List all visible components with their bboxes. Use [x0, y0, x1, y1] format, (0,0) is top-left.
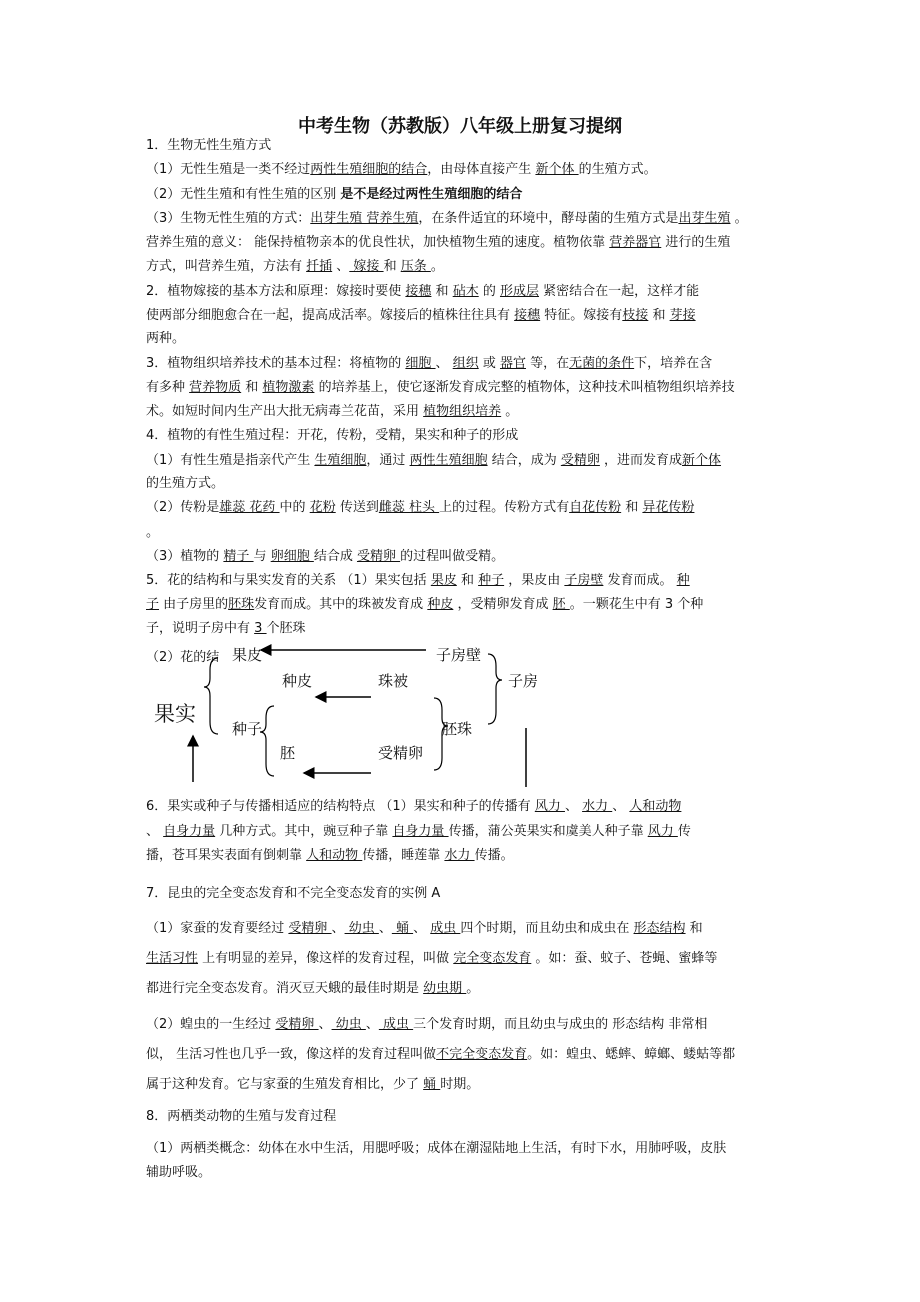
outline-line — [146, 522, 776, 544]
text-run: 。 — [501, 404, 519, 419]
text-run: 8．两栖类动物的生殖与发育过程 — [146, 1109, 337, 1124]
bold-answer: 是不是经过两性生殖细胞的结合 — [340, 187, 523, 202]
fill-in-answer: 自身力量 — [163, 824, 216, 839]
fill-in-answer: 新个体 — [535, 162, 579, 177]
fill-in-answer: 水力 — [582, 799, 613, 814]
label-ovule: 胚珠 — [442, 720, 473, 738]
text-run: ，受精卵发育成 — [453, 597, 553, 612]
text-run: 、 — [146, 824, 164, 839]
text-run: 子，说明子房中有 — [146, 621, 255, 636]
text-run: 营养生殖的意义： 能保持植物亲本的优良性状，加快植物生殖的速度。植物依靠 — [146, 235, 610, 250]
outline-line — [146, 208, 776, 230]
text-run: 四个时期，而且幼虫和成虫在 — [460, 921, 634, 936]
text-run: 等，在 — [525, 356, 570, 371]
fill-in-answer: 出芽生殖 营养生殖 — [310, 211, 419, 226]
text-run: ，由母体直接产生 — [427, 162, 536, 177]
text-run: 属于这种发育。它与家蚕的生殖发育相比，少了 — [146, 1077, 424, 1092]
text-run: 4．植物的有性生殖过程：开花，传粉，受精，果实和种子的形成 — [146, 428, 519, 443]
text-run: （2）蝗虫的一生经过 — [146, 1017, 276, 1032]
text-run: （2）传粉是 — [146, 500, 220, 515]
fill-in-answer: 自身力量 — [392, 824, 449, 839]
text-run: 和 — [456, 573, 479, 588]
fill-in-answer: 幼虫期 — [423, 981, 467, 996]
fill-in-answer: 种皮 — [427, 597, 454, 612]
fill-in-answer: 异花传粉 — [642, 500, 695, 515]
fill-in-answer: 接穗 — [514, 308, 541, 323]
outline-line — [146, 281, 776, 303]
fill-in-answer: 出芽生殖 — [678, 211, 731, 226]
text-run: （1）家蚕的发育要经过 — [146, 921, 289, 936]
text-run: 发育而成。其中的珠被发育成 — [254, 597, 428, 612]
outline-line — [146, 497, 776, 519]
fill-in-answer: 受精卵 — [288, 921, 332, 936]
text-run: 3．植物组织培养技术的基本过程：将植物的 — [146, 356, 406, 371]
label-seed: 种子 — [232, 720, 263, 738]
text-run: 和 — [648, 308, 670, 323]
fill-in-answer: 两性生殖细胞的结合 — [310, 162, 428, 177]
text-run: 6．果实或种子与传播相适应的结构特点 （1）果实和种子的传播有 — [146, 799, 535, 814]
fill-in-answer: 受精卵 — [560, 453, 600, 468]
text-run: 进行的生殖 — [661, 235, 731, 250]
text-run: 使两部分细胞愈合在一起，提高成活率。嫁接后的植株往往具有 — [146, 308, 515, 323]
fill-in-answer: 受精卵 — [356, 549, 401, 564]
fill-in-answer: 蛹 — [391, 921, 414, 936]
fill-in-answer: 风力 — [647, 824, 678, 839]
text-run: 与 — [253, 549, 271, 564]
fill-in-answer: 生活习性 — [146, 951, 199, 966]
outline-line — [146, 948, 776, 970]
outline-line — [146, 1044, 776, 1066]
outline-line — [146, 618, 776, 640]
fill-in-answer: 风力 — [534, 799, 565, 814]
outline-line — [146, 353, 776, 375]
fill-in-answer: 形成层 — [499, 284, 539, 299]
outline-line — [146, 305, 776, 327]
text-run: 。如：蝗虫、蟋蟀、蟑螂、蝼蛄等都 — [527, 1047, 736, 1062]
text-run: 、 — [332, 259, 350, 274]
fill-in-answer: 成虫 — [378, 1017, 414, 1032]
text-run: 。 — [146, 525, 160, 540]
outline-line — [146, 328, 776, 350]
outline-line — [146, 796, 776, 818]
fill-in-answer: 无菌的条件 — [569, 356, 635, 371]
outline-line — [146, 546, 776, 568]
fill-in-answer: 不完全变态发育 — [436, 1047, 528, 1062]
fill-in-answer: 芽接 — [669, 308, 696, 323]
text-run: ，在条件适宜的环境中，酵母菌的生殖方式是 — [418, 211, 679, 226]
fill-in-answer: 种子 — [478, 573, 505, 588]
text-run: 结合，成为 — [487, 453, 561, 468]
fill-in-answer: 接穗 — [405, 284, 432, 299]
text-run: （1）有性生殖是指亲代产生 — [146, 453, 315, 468]
text-run: 下，培养在含 — [634, 356, 713, 371]
fill-in-answer: 嫁接 — [349, 259, 384, 274]
outline-line — [146, 232, 776, 254]
text-run: 。 — [730, 211, 748, 226]
label-fruit: 果实 — [154, 702, 196, 726]
outline-line — [146, 821, 776, 843]
text-run: 7．昆虫的完全变态发育和不完全变态发育的实例 A — [146, 886, 441, 901]
text-run: 传播。 — [474, 848, 514, 863]
fill-in-answer: 雄蕊 花药 — [219, 500, 280, 515]
outline-line — [146, 401, 776, 423]
fill-in-answer: 胚 — [552, 597, 570, 612]
fill-in-answer: 植物激素 — [262, 380, 315, 395]
text-run: 或 — [478, 356, 500, 371]
document-title: 中考生物（苏教版）八年级上册复习提纲 — [298, 116, 622, 137]
text-run: 发育而成。 — [603, 573, 677, 588]
text-run: ，通过 — [366, 453, 410, 468]
label-ovary: 子房 — [508, 672, 539, 690]
fill-in-answer: 生殖细胞 — [314, 453, 367, 468]
text-run: 播，苍耳果实表面有倒刺靠 — [146, 848, 307, 863]
text-run: 、 — [365, 1017, 379, 1032]
fill-in-answer: 形态结构 — [633, 921, 686, 936]
outline-line — [146, 1014, 776, 1036]
fill-in-answer: 扦插 — [306, 259, 333, 274]
text-run: 似， 生活习性也几乎一致，像这样的发育过程叫做 — [146, 1047, 437, 1062]
outline-line — [146, 159, 776, 181]
outline-line — [146, 1106, 776, 1128]
text-run: 。一颗花生中有 3 个种 — [569, 597, 704, 612]
text-run: 两种。 — [146, 331, 186, 346]
text-run: 紧密结合在一起，这样才能 — [538, 284, 700, 299]
fill-in-answer: 精子 — [223, 549, 254, 564]
text-run: 传播，蒲公英果实和虞美人种子靠 — [448, 824, 648, 839]
fill-in-answer: 新个体 — [682, 453, 722, 468]
text-run: 和 — [241, 380, 263, 395]
outline-line — [146, 883, 776, 905]
fill-in-answer: 幼虫 — [331, 1017, 366, 1032]
fill-in-answer: 两性生殖细胞 — [409, 453, 488, 468]
text-run: （2）无性生殖和有性生殖的区别 — [146, 187, 341, 202]
outline-line — [146, 450, 776, 472]
fill-in-answer: 幼虫 — [344, 921, 379, 936]
outline-line — [146, 135, 776, 157]
text-run: 上的过程。传粉方式有 — [439, 500, 570, 515]
text-run: ，进而发育成 — [599, 453, 682, 468]
text-run: 传送到 — [335, 500, 379, 515]
outline-line — [146, 425, 776, 447]
text-run: 和 — [431, 284, 453, 299]
text-run: 和 — [621, 500, 643, 515]
text-run: 的过程叫做受精。 — [400, 549, 505, 564]
text-run: 的生殖方式。 — [146, 476, 225, 491]
outline-line — [146, 184, 776, 206]
diagram-caption: （2）花的结 — [146, 650, 220, 665]
text-run: 方式，叫营养生殖，方法有 — [146, 259, 307, 274]
fill-in-answer: 花粉 — [309, 500, 336, 515]
text-run: 、 — [378, 921, 392, 936]
text-run: 术。如短时间内生产出大批无病毒兰花苗，采用 — [146, 404, 424, 419]
fill-in-answer: 组织 — [452, 356, 479, 371]
text-run: 个胚珠 — [266, 621, 306, 636]
fill-in-answer: 自花传粉 — [569, 500, 622, 515]
fill-in-answer: 种 — [676, 573, 690, 588]
text-run: 、 — [435, 356, 453, 371]
outline-line — [146, 1138, 776, 1160]
text-run: 时期。 — [440, 1077, 480, 1092]
outline-line — [146, 1162, 776, 1184]
outline-line — [146, 570, 776, 592]
text-run: 、 — [564, 799, 583, 814]
text-run: 和 — [685, 921, 703, 936]
text-run: 特征。嫁接有 — [540, 308, 623, 323]
label-embryo: 胚 — [280, 744, 296, 762]
fruit-development-diagram — [146, 640, 566, 790]
text-run: （3）植物的 — [146, 549, 224, 564]
text-run: 。如：蚕、蚊子、苍蝇、蜜蜂等 — [531, 951, 718, 966]
fill-in-answer: 子 — [146, 597, 160, 612]
outline-line — [146, 594, 776, 616]
text-run: 的生殖方式。 — [578, 162, 657, 177]
fill-in-answer: 完全变态发育 — [453, 951, 532, 966]
fill-in-answer: 子房壁 — [564, 573, 604, 588]
text-run: 、 — [612, 799, 630, 814]
text-run: 、 — [413, 921, 431, 936]
label-zygote: 受精卵 — [378, 744, 424, 762]
fill-in-answer: 卵细胞 — [270, 549, 314, 564]
text-run: 的培养基上，使它逐渐发育成完整的植物体，这种技术叫植物组织培养技 — [314, 380, 735, 395]
fill-in-answer: 蛹 — [423, 1077, 441, 1092]
label-ovary-wall: 子房壁 — [436, 646, 482, 664]
label-seed-coat: 种皮 — [282, 672, 313, 690]
text-run: （1）无性生殖是一类不经过 — [146, 162, 311, 177]
fill-in-answer: 受精卵 — [275, 1017, 319, 1032]
fill-in-answer: 胚珠 — [228, 597, 255, 612]
outline-line — [146, 473, 776, 495]
brace-seed — [260, 706, 274, 776]
text-run: 都进行完全变态发育。消灭豆天蛾的最佳时期是 — [146, 981, 424, 996]
text-run: 。 — [430, 259, 444, 274]
text-run: 2．植物嫁接的基本方法和原理：嫁接时要使 — [146, 284, 406, 299]
text-run: 1．生物无性生殖方式 — [146, 138, 272, 153]
text-run: 辅助呼吸。 — [146, 1165, 212, 1180]
outline-line — [146, 845, 776, 867]
outline-line — [146, 377, 776, 399]
outline-line — [146, 1074, 776, 1096]
text-run: 由子房里的 — [159, 597, 229, 612]
text-run: 传 — [677, 824, 691, 839]
label-integument: 珠被 — [378, 672, 409, 690]
outline-line — [146, 978, 776, 1000]
text-run: 中的 — [279, 500, 310, 515]
outline-line — [146, 918, 776, 940]
text-run: 上有明显的差异，像这样的发育过程，叫做 — [198, 951, 454, 966]
fill-in-answer: 人和动物 — [306, 848, 363, 863]
text-run: 传播，睡莲靠 — [362, 848, 445, 863]
fill-in-answer: 雌蕊 柱头 — [378, 500, 440, 515]
fill-in-answer: 成虫 — [430, 921, 461, 936]
fill-in-answer: 植物组织培养 — [423, 404, 502, 419]
outline-line — [146, 256, 776, 278]
fill-in-answer: 营养物质 — [189, 380, 242, 395]
text-run: （1）两栖类概念：幼体在水中生活，用腮呼吸；成体在潮湿陆地上生活，有时下水，用肺呼吸，皮肤 — [146, 1141, 727, 1156]
label-pericarp: 果皮 — [232, 646, 263, 664]
text-run: 的 — [478, 284, 500, 299]
brace-ovary — [488, 654, 502, 724]
fill-in-answer: 砧木 — [452, 284, 479, 299]
text-run: 。 — [466, 981, 480, 996]
fill-in-answer: 果皮 — [430, 573, 457, 588]
text-run: 、 — [331, 921, 345, 936]
text-run: 结合成 — [313, 549, 357, 564]
text-run: 、 — [318, 1017, 332, 1032]
text-run: 三个发育时期，而且幼虫与成虫的 形态结构 非常相 — [413, 1017, 708, 1032]
fill-in-answer: 压条 — [400, 259, 431, 274]
fill-in-answer: 人和动物 — [629, 799, 682, 814]
text-run: 5．花的结构和与果实发育的关系 （1）果实包括 — [146, 573, 431, 588]
text-run: ，果皮由 — [504, 573, 565, 588]
text-run: 有多种 — [146, 380, 190, 395]
fill-in-answer: 水力 — [444, 848, 475, 863]
fill-in-answer: 器官 — [499, 356, 526, 371]
fill-in-answer: 枝接 — [622, 308, 649, 323]
text-run: （3）生物无性生殖的方式： — [146, 211, 311, 226]
text-run: 和 — [383, 259, 401, 274]
fill-in-answer: 细胞 — [405, 356, 436, 371]
fill-in-answer: 3 — [254, 621, 267, 636]
brace-fruit — [204, 658, 218, 734]
fill-in-answer: 营养器官 — [609, 235, 662, 250]
text-run: 几种方式。其中，豌豆种子靠 — [215, 824, 393, 839]
